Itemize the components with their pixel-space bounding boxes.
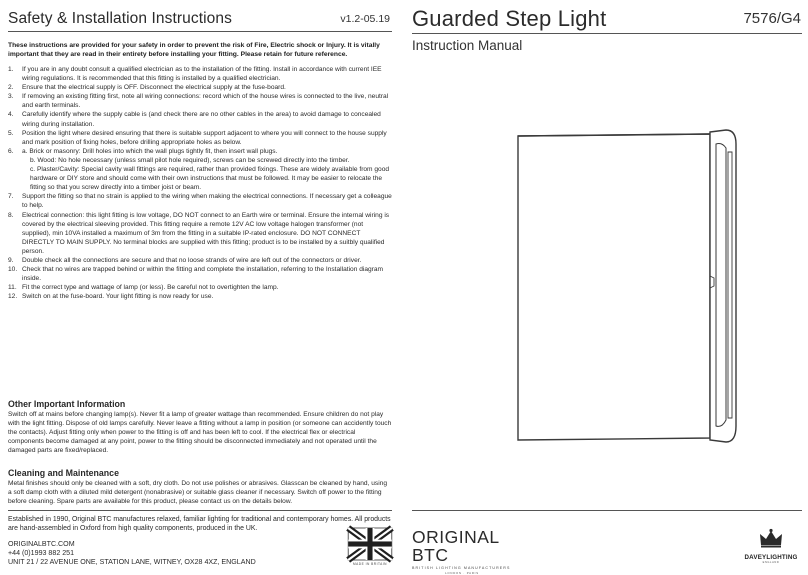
step-number: 6. [8,147,14,155]
step-item [8,283,392,292]
brand-tagline: BRITISH LIGHTING MANUFACTURERS [412,566,511,570]
safety-instructions-page [8,8,392,567]
step-number: 1. [8,66,14,73]
step-sub-item [8,165,392,192]
installation-steps-list [8,65,392,301]
manual-subtitle: Instruction Manual [412,38,523,53]
davey-lighting-logo [740,528,802,564]
step-item [8,147,392,156]
step-item [8,192,392,210]
cleaning-text: Metal finishes should only be cleaned with a soft, dry cloth. Do not use polishes or abrasives. Glasscan be cleaned by hand, using a soft damp cloth with a diluted mild detergent (nonabrasive) or suitable glass cleaner if necessary. Switch off power to the fitting before cleaning. Spare parts are available for this product, please contact us on the details below. [8,480,387,506]
logo-divider [412,510,802,511]
step-text: If you are in any doubt consult a qualified electrician as to the installation of the fitting. Install in accordance with current IEE wiring regulations. It is recommended that this fitting is installed by a qualified electrician. [22,66,382,83]
step-text: Check that no wires are trapped behind or within the fitting and complete the installation, referring to the Installation diagram inside. [22,266,384,283]
union-flag-logo [348,528,392,572]
step-number: 2. [8,84,14,92]
made-in-label: MADE IN BRITAIN [352,562,387,566]
cleaning-heading: Cleaning and Maintenance [8,468,119,478]
website-link[interactable]: ORIGINALBTC.COM [8,540,75,548]
step-text: a. Brick or masonry: Drill holes into which the wall plugs tightly fit, then insert wall plugs. [22,147,278,155]
step-text: Electrical connection: this light fitting is low voltage, DO NOT connect to an Earth wire or terminal. Ensure the internal wiring is covered by the electrical sleeving provided. This fitting require a remote 12V AC low voltage halogen transformer (not supplied), min 10VA installed a maximum of 3m from the fitting in a suitable IP-rated enclosure. DO NOT CONNECT DIRECTLY TO MAIN SUPPLY. No terminal blocks are supplied with this fitting; product is to be installed by a suitbly qualified person. [22,211,390,255]
step-item [8,256,392,265]
step-item [8,83,392,92]
postal-address: UNIT 21 / 22 AVENUE ONE, STATION LANE, WITNEY, OX28 4XZ, ENGLAND [8,558,256,567]
step-number: 10. [8,266,18,274]
crown-icon [758,528,784,548]
step-text: Switch on at the fuse-board. Your light fitting is now ready for use. [22,293,214,301]
step-sub-item [8,156,392,165]
original-btc-logo [412,528,522,575]
version-label: v1.2-05.19 [340,13,390,25]
contact-block [8,540,256,568]
brand-locations: LONDON · PARIS [445,571,479,575]
instruction-manual-cover [412,6,802,575]
other-info-text: Switch off at mains before changing lamp(s). Never fit a lamp of greater wattage than recommended. Ensure children do not play with the light fitting. Dispose of old lamps carefully. Never leave a fitting without a lamp in position (or someone can accidently touch the contacts). Adjust fitting only when power to the fitting is off and has been left to cool. If the electrical flex or electrical components become damaged at any point, power to the fitting should be disconnected immediately and not operated until the damaged parts are fixed/replaced. [8,411,392,455]
step-number: 3. [8,93,14,101]
safety-title: Safety & Installation Instructions [8,10,232,27]
step-item [8,265,392,283]
step-number: 7. [8,193,14,201]
step-text: c. Plaster/Cavity: Special cavity wall fittings are required, rather than provided fixings. These are widely available from good hardware or DIY store and should come with their own instructions that must be followed. It may be easier to relocate the fitting so that you screw directly into a timber joist or beam. [30,166,390,192]
step-text: b. Wood: No hole necessary (unless small pilot hole required), screws can be screwed directly into the timber. [30,156,350,164]
step-text: Support the fitting so that no strain is applied to the wiring when making the electrical connections. If necessary get a colleague to help. [22,193,392,210]
product-illustration [500,126,800,446]
other-info-heading: Other Important Information [8,399,126,409]
step-number: 4. [8,111,14,119]
step-number: 12. [8,293,18,301]
footer-divider [8,510,392,511]
union-flag-icon [348,528,392,560]
safety-header [8,8,392,32]
step-text: Position the light where desired ensuring that there is suitable support adjacent to where you will connect to the house supply and mark position of fixing holes, before drilling appropriate holes as below. [22,129,387,146]
manual-header [412,8,802,34]
step-text: If removing an existing fitting first, note all wiring connections: record which of the house wires is connected to the live, neutral and earth terminals. [22,93,389,110]
step-light-drawing [500,126,800,446]
step-text: Carefully identify where the supply cable is (and check there are no other cables in the area) to avoid damage to concealed wiring during installation. [22,111,381,128]
davey-location: ENGLAND [762,561,780,564]
step-item [8,129,392,147]
step-item [8,211,392,256]
step-text: Double check all the connections are secure and that no loose strands of wire are left out of the connectors or driver. [22,256,362,264]
step-number: 9. [8,256,14,264]
product-code: 7576/G4 [743,10,801,27]
company-about: Established in 1990, Original BTC manufactures relaxed, familiar lighting for traditional and contemporary homes. All products are hand-assembled in Oxford from high quality components, produced in the UK. [8,516,391,533]
step-text: Ensure that the electrical supply is OFF. Disconnect the electrical supply at the fuse-board. [22,84,286,92]
davey-wordmark: DAVEYLIGHTING [744,554,798,561]
step-text: Fit the correct type and wattage of lamp (or less). Be careful not to overtighten the lamp. [22,284,279,292]
step-number: 8. [8,211,14,219]
phone-number: +44 (0)1993 882 251 [8,549,75,558]
safety-intro: These instructions are provided for your safety in order to prevent the risk of Fire, Electric shock or Injury. It is vitally important that they are read in their entirety before installing your fitting. Please retain for future reference. [8,42,380,59]
product-title: Guarded Step Light [412,6,607,31]
step-item [8,65,392,83]
step-number: 11. [8,284,17,292]
step-item [8,110,392,128]
step-number: 5. [8,129,14,137]
brand-name: ORIGINAL BTC [412,527,499,565]
step-item [8,292,392,301]
step-item [8,92,392,110]
